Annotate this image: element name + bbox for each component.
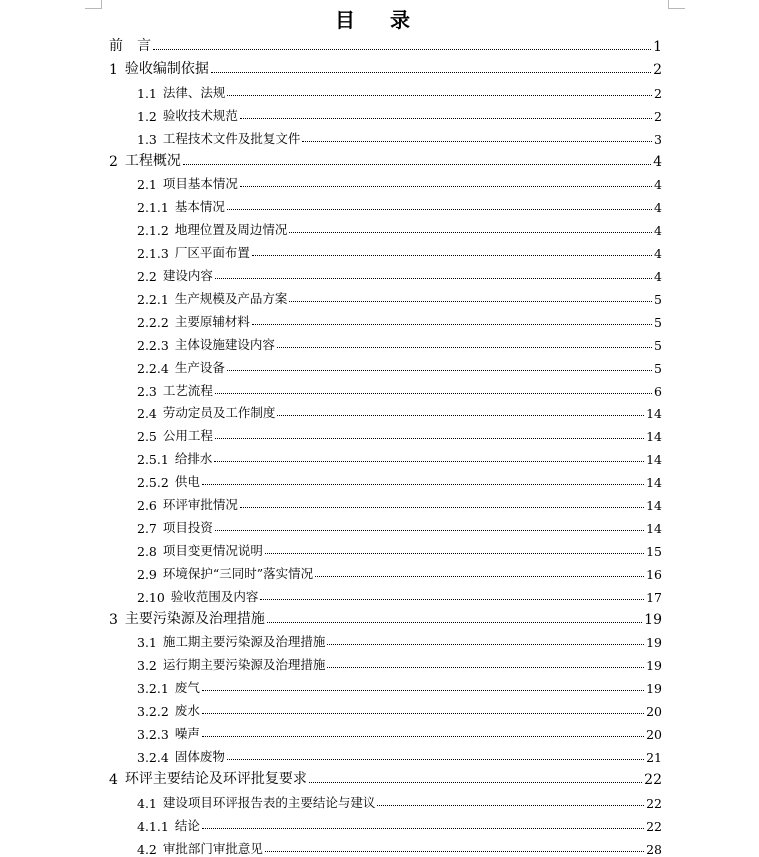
toc-entry[interactable]	[137, 583, 662, 605]
toc-entry-page-number: 14	[646, 406, 662, 422]
toc-entry-page-number: 14	[646, 520, 662, 536]
toc-dot-leader	[252, 324, 652, 325]
toc-dot-leader	[227, 370, 652, 371]
toc-entry[interactable]	[109, 766, 662, 788]
toc-entry-number: 4.2	[137, 841, 157, 857]
toc-entry-page-number: 4	[654, 246, 662, 262]
toc-entry-page-number: 19	[644, 611, 662, 628]
toc-entry[interactable]	[137, 560, 662, 582]
toc-entry-label: 验收技术规范	[162, 107, 238, 123]
toc-entry-label: 项目投资	[162, 519, 213, 535]
toc-entry-number: 1.1	[137, 85, 157, 101]
toc-entry[interactable]	[137, 491, 662, 513]
toc-dot-leader	[183, 164, 651, 165]
toc-entry-number: 4.1.1	[137, 818, 169, 834]
toc-entry-page-number: 5	[654, 337, 662, 353]
toc-entry-number: 3.1	[137, 635, 157, 651]
toc-entry-number: 2.8	[137, 543, 157, 559]
toc-dot-leader	[211, 72, 651, 73]
toc-dot-leader	[277, 415, 644, 416]
toc-dot-leader	[215, 530, 644, 531]
toc-entry[interactable]	[137, 331, 662, 353]
toc-entry-number: 4.1	[137, 795, 157, 811]
toc-entry[interactable]	[109, 33, 662, 55]
toc-title: 目 录	[335, 8, 424, 32]
toc-entry-page-number: 1	[653, 39, 662, 55]
toc-entry-label: 工艺流程	[162, 382, 213, 398]
toc-entry[interactable]	[137, 651, 662, 673]
toc-entry-label: 前 言	[109, 38, 151, 54]
toc-dot-leader	[215, 438, 644, 439]
toc-entry-page-number: 2	[654, 85, 662, 101]
toc-entry-number: 2.2.3	[137, 337, 169, 353]
toc-entry-label: 审批部门审批意见	[162, 840, 263, 856]
toc-entry-label: 结论	[174, 817, 200, 833]
toc-entry[interactable]	[137, 674, 662, 696]
toc-entry[interactable]	[137, 514, 662, 536]
toc-entry-label: 公用工程	[162, 428, 213, 444]
toc-entry-label: 项目基本情况	[162, 176, 238, 192]
toc-dot-leader	[260, 599, 644, 600]
toc-entry[interactable]	[137, 399, 662, 421]
toc-entry-number: 2.2.1	[137, 291, 169, 307]
toc-dot-leader	[267, 622, 642, 623]
toc-entry-page-number: 4	[654, 200, 662, 216]
toc-dot-leader	[153, 49, 651, 50]
toc-entry-page-number: 5	[654, 291, 662, 307]
toc-entry[interactable]	[137, 102, 662, 124]
toc-entry-number: 2.6	[137, 498, 157, 513]
toc-entry-number: 2.1.2	[137, 223, 169, 239]
toc-entry-label: 主要原辅材料	[174, 313, 250, 329]
toc-entry-number: 3	[109, 611, 118, 628]
toc-entry-page-number: 3	[654, 131, 662, 147]
toc-entry-label: 施工期主要污染源及治理措施	[162, 634, 326, 650]
toc-entry-page-number: 21	[646, 749, 662, 765]
toc-dot-leader	[265, 851, 644, 852]
toc-entry-label: 项目变更情况说明	[162, 542, 263, 558]
toc-entry-label: 工程概况	[124, 152, 181, 169]
toc-entry[interactable]	[109, 148, 662, 170]
toc-dot-leader	[302, 141, 652, 142]
toc-entry[interactable]	[137, 628, 662, 650]
toc-entry-label: 废水	[174, 703, 200, 719]
toc-entry-page-number: 22	[644, 771, 662, 788]
toc-entry-label: 供电	[174, 474, 200, 490]
toc-entry-label: 环评审批情况	[162, 497, 238, 512]
toc-entry[interactable]	[137, 239, 662, 261]
toc-entry-number: 2.1.1	[137, 200, 169, 216]
toc-entry-label: 生产规模及产品方案	[174, 290, 288, 306]
toc-entry-page-number: 20	[646, 704, 662, 720]
toc-entry-page-number: 4	[653, 153, 662, 170]
toc-entry-label: 验收范围及内容	[170, 588, 259, 604]
toc-entry-page-number: 17	[646, 589, 662, 605]
toc-entry-label: 劳动定员及工作制度	[162, 405, 276, 421]
toc-entry-number: 4	[109, 771, 118, 788]
toc-entry-label: 工程技术文件及批复文件	[162, 130, 301, 146]
toc-entry[interactable]	[137, 79, 662, 101]
toc-entry[interactable]	[137, 422, 662, 444]
toc-entry-label: 固体废物	[174, 748, 225, 764]
toc-entry-label: 废气	[174, 680, 200, 696]
toc-dot-leader	[240, 118, 652, 119]
toc-entry[interactable]	[137, 743, 662, 765]
toc-entry-page-number: 2	[653, 61, 662, 78]
toc-entry[interactable]	[137, 354, 662, 376]
toc-entry[interactable]	[137, 216, 662, 238]
toc-entry-label: 给排水	[174, 451, 213, 467]
toc-dot-leader	[214, 461, 644, 462]
toc-entry-page-number: 14	[646, 475, 662, 491]
toc-entry[interactable]	[137, 377, 662, 399]
toc-entry-number: 2.4	[137, 406, 157, 422]
toc-entry-number: 2	[109, 153, 118, 170]
toc-entry-page-number: 2	[654, 108, 662, 124]
toc-entry-page-number: 22	[646, 795, 662, 811]
toc-entry-label: 建设内容	[162, 268, 213, 283]
toc-entry-number: 2.2.4	[137, 360, 169, 376]
toc-dot-leader	[289, 232, 652, 233]
toc-entry-number: 2.5.1	[137, 452, 169, 468]
toc-entry[interactable]	[137, 308, 662, 330]
toc-entry-number: 2.3	[137, 383, 157, 399]
toc-entry[interactable]	[137, 697, 662, 719]
toc-dot-leader	[327, 644, 644, 645]
toc-entry-number: 2.5.2	[137, 475, 169, 491]
toc-dot-leader	[289, 301, 652, 302]
toc-entry-page-number: 4	[654, 223, 662, 239]
toc-dot-leader	[240, 186, 652, 187]
toc-dot-leader	[227, 759, 644, 760]
toc-entry-number: 2.5	[137, 429, 157, 445]
toc-entry-page-number: 19	[646, 681, 662, 697]
toc-entry[interactable]	[137, 537, 662, 559]
toc-entry-number: 3.2.1	[137, 681, 169, 697]
toc-entry-label: 环评主要结论及环评批复要求	[124, 770, 307, 787]
toc-dot-leader	[227, 95, 652, 96]
toc-entry[interactable]	[109, 56, 662, 78]
toc-entry[interactable]	[137, 835, 662, 857]
toc-entry-page-number: 19	[646, 658, 662, 674]
toc-entry-number: 2.2.2	[137, 314, 169, 330]
toc-entry-label: 噪声	[174, 726, 200, 741]
toc-entry[interactable]	[137, 262, 662, 284]
toc-entry-number: 2.2	[137, 269, 157, 284]
toc-dot-leader	[215, 278, 652, 279]
toc-entry[interactable]	[137, 445, 662, 467]
toc-entry-page-number: 28	[646, 841, 662, 857]
toc-dot-leader	[202, 484, 644, 485]
toc-entry-page-number: 14	[646, 498, 662, 513]
toc-entry-number: 2.1.3	[137, 246, 169, 262]
toc-entry-page-number: 4	[654, 269, 662, 284]
toc-entry[interactable]	[137, 193, 662, 215]
toc-dot-leader	[327, 667, 644, 668]
toc-entry-page-number: 5	[654, 360, 662, 376]
toc-dot-leader	[240, 507, 644, 508]
toc-entry-label: 验收编制依据	[124, 60, 209, 77]
toc-entry[interactable]	[137, 720, 662, 742]
toc-entry-number: 1.3	[137, 131, 157, 147]
toc-entry-page-number: 20	[646, 727, 662, 742]
toc-entry-page-number: 4	[654, 177, 662, 193]
toc-entry-page-number: 5	[654, 314, 662, 330]
toc-entry-number: 3.2	[137, 658, 157, 674]
toc-dot-leader	[202, 713, 644, 714]
toc-entry[interactable]	[109, 606, 662, 628]
toc-entry-number: 3.2.4	[137, 749, 169, 765]
toc-entry-label: 生产设备	[174, 359, 225, 375]
toc-entry[interactable]	[137, 285, 662, 307]
toc-dot-leader	[215, 393, 652, 394]
toc-entry-page-number: 19	[646, 635, 662, 651]
toc-entry-label: 基本情况	[174, 199, 225, 215]
toc-dot-leader	[265, 553, 644, 554]
toc-dot-leader	[377, 805, 644, 806]
toc-entry-number: 1	[109, 61, 118, 78]
toc-entry-number: 2.10	[137, 589, 165, 605]
toc-entry-label: 环境保护“三同时”落实情况	[162, 565, 314, 581]
toc-dot-leader	[309, 782, 642, 783]
toc-dot-leader	[202, 828, 644, 829]
toc-dot-leader	[277, 347, 652, 348]
toc-entry[interactable]	[137, 468, 662, 490]
toc-entry-number: 2.1	[137, 177, 157, 193]
toc-entry-number: 3.2.3	[137, 727, 169, 742]
toc-entry-label: 厂区平面布置	[174, 245, 250, 261]
toc-entry-label: 运行期主要污染源及治理措施	[162, 657, 326, 673]
toc-entry-label: 主体设施建设内容	[174, 336, 275, 352]
toc-dot-leader	[227, 209, 652, 210]
toc-dot-leader	[202, 690, 644, 691]
toc-entry-label: 法律、法规	[162, 84, 226, 100]
toc-entry[interactable]	[137, 170, 662, 192]
toc-entry-number: 2.9	[137, 566, 157, 582]
toc-entry[interactable]	[137, 812, 662, 834]
toc-entry-page-number: 14	[646, 452, 662, 468]
toc-entry-number: 1.2	[137, 108, 157, 124]
toc-entry-label: 主要污染源及治理措施	[124, 610, 265, 627]
toc-entry-page-number: 14	[646, 429, 662, 445]
toc-entry-page-number: 22	[646, 818, 662, 834]
toc-entry-number: 2.7	[137, 520, 157, 536]
toc-dot-leader	[315, 576, 644, 577]
toc-entry[interactable]	[137, 789, 662, 811]
toc-entry[interactable]	[137, 125, 662, 147]
toc-entry-page-number: 16	[646, 566, 662, 582]
toc-dot-leader	[252, 255, 652, 256]
toc-entry-page-number: 6	[654, 383, 662, 399]
toc-entry-number: 3.2.2	[137, 704, 169, 720]
toc-entry-label: 地理位置及周边情况	[174, 222, 288, 238]
toc-dot-leader	[202, 736, 644, 737]
toc-entry-page-number: 15	[646, 543, 662, 559]
toc-entry-label: 建设项目环评报告表的主要结论与建议	[162, 794, 376, 810]
